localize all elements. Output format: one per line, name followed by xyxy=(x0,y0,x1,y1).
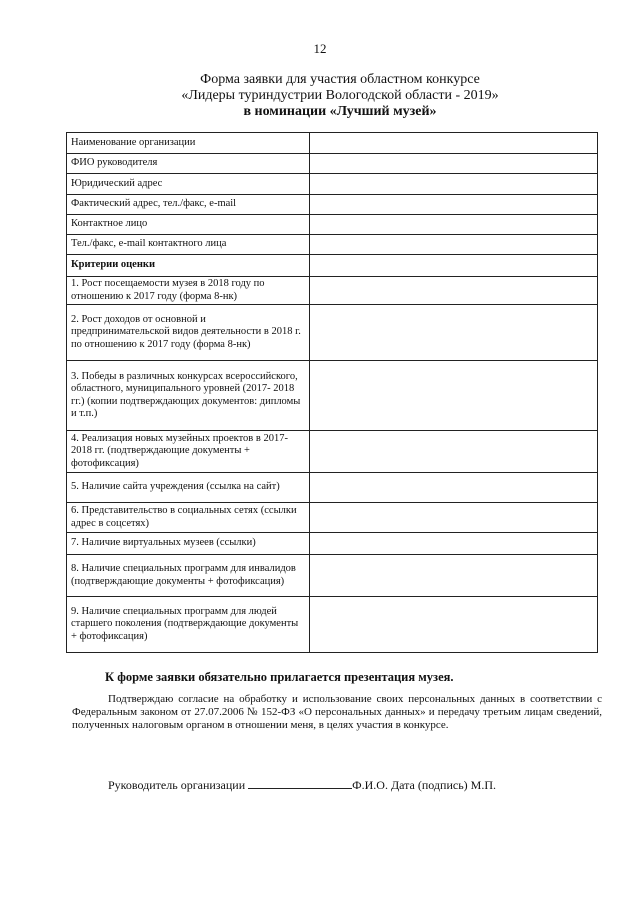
page-number: 12 xyxy=(313,41,327,56)
title-line-2: «Лидеры туриндустрии Вологодской области - 2019» xyxy=(181,88,499,103)
row-label-actual-address: Фактический адрес, тел./факс, e-mail xyxy=(67,195,310,215)
signature-line xyxy=(108,778,496,793)
criterion-4-label: 4. Реализация новых музейных проектов в 2017-2018 гг. (подтверждающие документы + фотофиксация) xyxy=(67,431,310,473)
title-line-3: в номинации «Лучший музей» xyxy=(243,104,437,119)
criteria-header-blank xyxy=(310,255,598,277)
row-label-organization: Наименование организации xyxy=(67,133,310,154)
director-name-field[interactable] xyxy=(310,154,598,174)
criterion-3-field[interactable] xyxy=(310,361,598,431)
consent-text: Подтверждаю согласие на обработку и использование своих персональных данных в соответствии с Федеральным законом от 27.07.2006 № 152-ФЗ «О персональных данных» и передачу третьим лицам сведений, полученных налоговым органом в отношении меня, в целях участия в конкурсе. xyxy=(72,693,602,731)
contact-person-field[interactable] xyxy=(310,215,598,235)
table-row xyxy=(67,133,598,154)
presentation-note: К форме заявки обязательно прилагается презентация музея. xyxy=(105,670,454,684)
criterion-2-field[interactable] xyxy=(310,305,598,361)
table-row xyxy=(67,174,598,195)
row-label-legal-address: Юридический адрес xyxy=(67,174,310,195)
table-row xyxy=(67,215,598,235)
criterion-3-label: 3. Победы в различных конкурсах всероссийского, областного, муниципального уровней (2017- 2018 гг.) (копии подтверждающих документов: дипломы и т.п.) xyxy=(67,361,310,431)
table-row xyxy=(67,533,598,555)
criterion-8-field[interactable] xyxy=(310,555,598,597)
table-row xyxy=(67,473,598,503)
criterion-5-label: 5. Наличие сайта учреждения (ссылка на сайт) xyxy=(67,473,310,503)
signature-label: Руководитель организации xyxy=(108,778,246,792)
criterion-8-label: 8. Наличие специальных программ для инвалидов (подтверждающие документы + фотофиксация) xyxy=(67,555,310,597)
table-row xyxy=(67,503,598,533)
row-label-contact-person: Контактное лицо xyxy=(67,215,310,235)
criterion-5-field[interactable] xyxy=(310,473,598,503)
criterion-6-label: 6. Представительство в социальных сетях (ссылки адрес в соцсетях) xyxy=(67,503,310,533)
table-row xyxy=(67,235,598,255)
table-row xyxy=(67,154,598,174)
criterion-4-field[interactable] xyxy=(310,431,598,473)
row-label-contact-phone: Тел./факс, e-mail контактного лица xyxy=(67,235,310,255)
legal-address-field[interactable] xyxy=(310,174,598,195)
criterion-7-label: 7. Наличие виртуальных музеев (ссылки) xyxy=(67,533,310,555)
criterion-6-field[interactable] xyxy=(310,503,598,533)
table-row xyxy=(67,277,598,305)
contact-phone-field[interactable] xyxy=(310,235,598,255)
form-title xyxy=(60,72,620,120)
consent-block xyxy=(72,693,602,732)
table-row xyxy=(67,255,598,277)
application-form-table xyxy=(66,132,598,653)
table-row xyxy=(67,361,598,431)
organization-name-field[interactable] xyxy=(310,133,598,154)
criteria-header: Критерии оценки xyxy=(67,255,310,277)
actual-address-field[interactable] xyxy=(310,195,598,215)
signature-suffix: Ф.И.О. Дата (подпись) М.П. xyxy=(352,778,497,792)
criterion-7-field[interactable] xyxy=(310,533,598,555)
table-row xyxy=(67,431,598,473)
signature-blank[interactable] xyxy=(248,778,352,789)
title-line-1: Форма заявки для участия областном конкурсе xyxy=(200,72,480,87)
criterion-1-label: 1. Рост посещаемости музея в 2018 году по отношению к 2017 году (форма 8-нк) xyxy=(67,277,310,305)
criterion-9-field[interactable] xyxy=(310,597,598,653)
table-row xyxy=(67,195,598,215)
table-row xyxy=(67,555,598,597)
criterion-1-field[interactable] xyxy=(310,277,598,305)
table-row xyxy=(67,305,598,361)
table-row xyxy=(67,597,598,653)
criterion-9-label: 9. Наличие специальных программ для людей старшего поколения (подтверждающие документы + фотофиксация) xyxy=(67,597,310,653)
row-label-director: ФИО руководителя xyxy=(67,154,310,174)
criterion-2-label: 2. Рост доходов от основной и предпринимательской видов деятельности в 2018 г. по отношению к 2017 году (форма 8-нк) xyxy=(67,305,310,361)
